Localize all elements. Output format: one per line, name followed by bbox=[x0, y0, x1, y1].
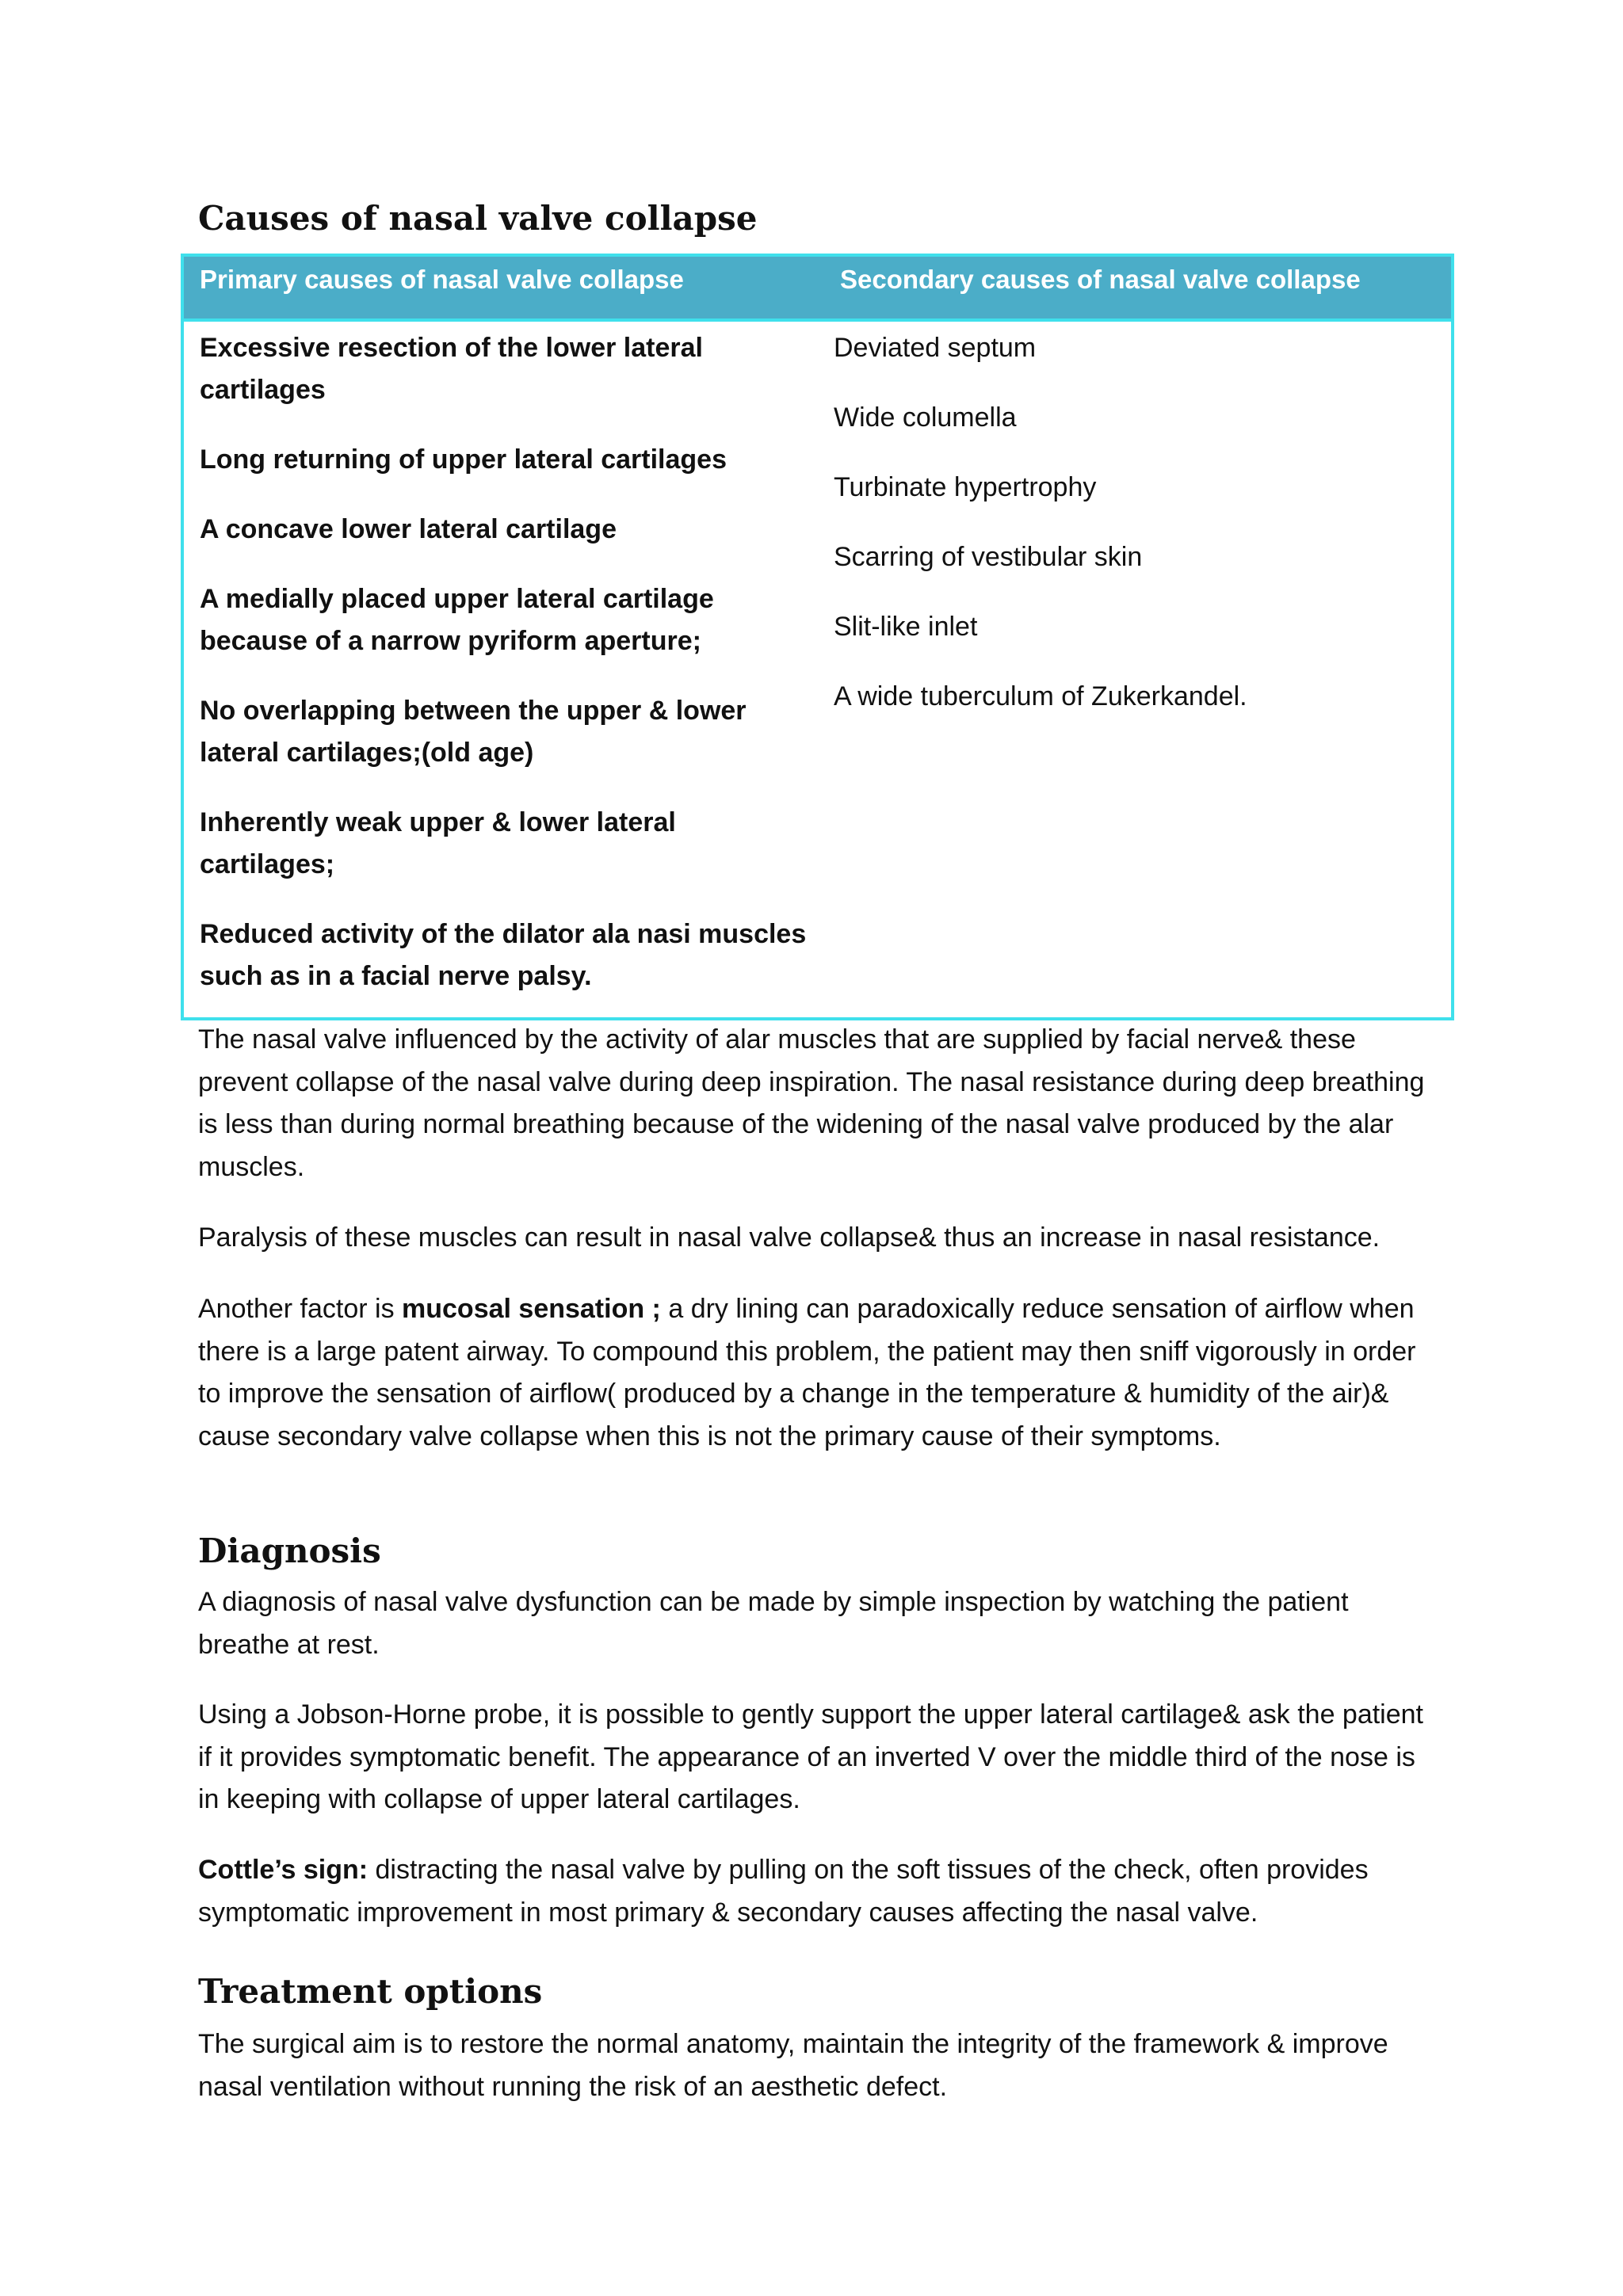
paragraph-paralysis: Paralysis of these muscles can result in nasal valve collapse& thus an increase in nasal resistance. bbox=[198, 1222, 1381, 1253]
primary-cause-item: A medially placed upper lateral cartilage because of a narrow pyriform aperture; bbox=[200, 584, 714, 656]
paragraph-cottles-sign bbox=[198, 1849, 1434, 1934]
paragraph-jobson-horne: Using a Jobson-Horne probe, it is possible to gently support the upper lateral cartilage& ask the patient if it provides symptomatic benefit. The appearance of an inverted V over the middle third of the nose is in keeping with collapse of upper lateral cartilages. bbox=[198, 1699, 1424, 1814]
secondary-cause-item: A wide tuberculum of Zukerkandel. bbox=[834, 681, 1247, 711]
primary-causes-list bbox=[200, 322, 818, 1025]
causes-table bbox=[181, 254, 1454, 1020]
primary-cause-item: A concave lower lateral cartilage bbox=[200, 514, 617, 544]
secondary-cause-item: Scarring of vestibular skin bbox=[834, 542, 1143, 572]
diagnosis-heading: Diagnosis bbox=[198, 1531, 381, 1570]
secondary-cause-item: Turbinate hypertrophy bbox=[834, 472, 1097, 502]
treatment-heading: Treatment options bbox=[198, 1972, 543, 2011]
paragraph-alar-muscles: The nasal valve influenced by the activity of alar muscles that are supplied by facial nerve& these prevent collapse of the nasal valve during deep inspiration. The nasal resistance during deep breathing is less than during normal breathing because of the widening of the nasal valve produced by the alar muscles. bbox=[198, 1024, 1425, 1182]
primary-cause-item: Excessive resection of the lower lateral cartilages bbox=[200, 333, 703, 405]
paragraph-mucosal-sensation bbox=[198, 1288, 1434, 1458]
primary-cause-item: Long returning of upper lateral cartilages bbox=[200, 444, 727, 475]
primary-cause-item: Reduced activity of the dilator ala nasi muscles such as in a facial nerve palsy. bbox=[200, 919, 807, 991]
secondary-causes-list bbox=[834, 322, 1436, 746]
paragraph-surgical-aim: The surgical aim is to restore the normal anatomy, maintain the integrity of the framework & improve nasal ventilation without running the risk of an aesthetic defect. bbox=[198, 2029, 1388, 2102]
mucosal-lead-text: Another factor is bbox=[198, 1294, 403, 1324]
table-header-row bbox=[184, 257, 1451, 322]
secondary-cause-item: Deviated septum bbox=[834, 333, 1037, 363]
secondary-cause-item: Slit-like inlet bbox=[834, 612, 978, 642]
mucosal-rest-text: a dry lining can paradoxically reduce sensation of airflow when there is a large patent airway. To compound this problem, the patient may then sniff vigorously in order to improve the sensation of airflow( produced by a change in the temperature & humidity of the air)& cause secondary valve collapse when this is not the primary cause of their symptoms. bbox=[198, 1294, 1416, 1451]
cottles-sign-term: Cottle’s sign: bbox=[198, 1855, 369, 1885]
causes-heading: Causes of nasal valve collapse bbox=[198, 199, 758, 238]
header-secondary-causes: Secondary causes of nasal valve collapse bbox=[840, 265, 1361, 294]
header-primary-causes: Primary causes of nasal valve collapse bbox=[200, 265, 684, 294]
secondary-cause-item: Wide columella bbox=[834, 402, 1017, 433]
cottles-sign-text: distracting the nasal valve by pulling on the soft tissues of the check, often provides symptomatic improvement in most primary & secondary causes affecting the nasal valve. bbox=[198, 1855, 1369, 1928]
paragraph-inspection: A diagnosis of nasal valve dysfunction can be made by simple inspection by watching the patient breathe at rest. bbox=[198, 1587, 1349, 1660]
mucosal-sensation-term: mucosal sensation ; bbox=[402, 1294, 661, 1324]
primary-cause-item: No overlapping between the upper & lower lateral cartilages;(old age) bbox=[200, 696, 747, 768]
primary-cause-item: Inherently weak upper & lower lateral cartilages; bbox=[200, 807, 676, 879]
